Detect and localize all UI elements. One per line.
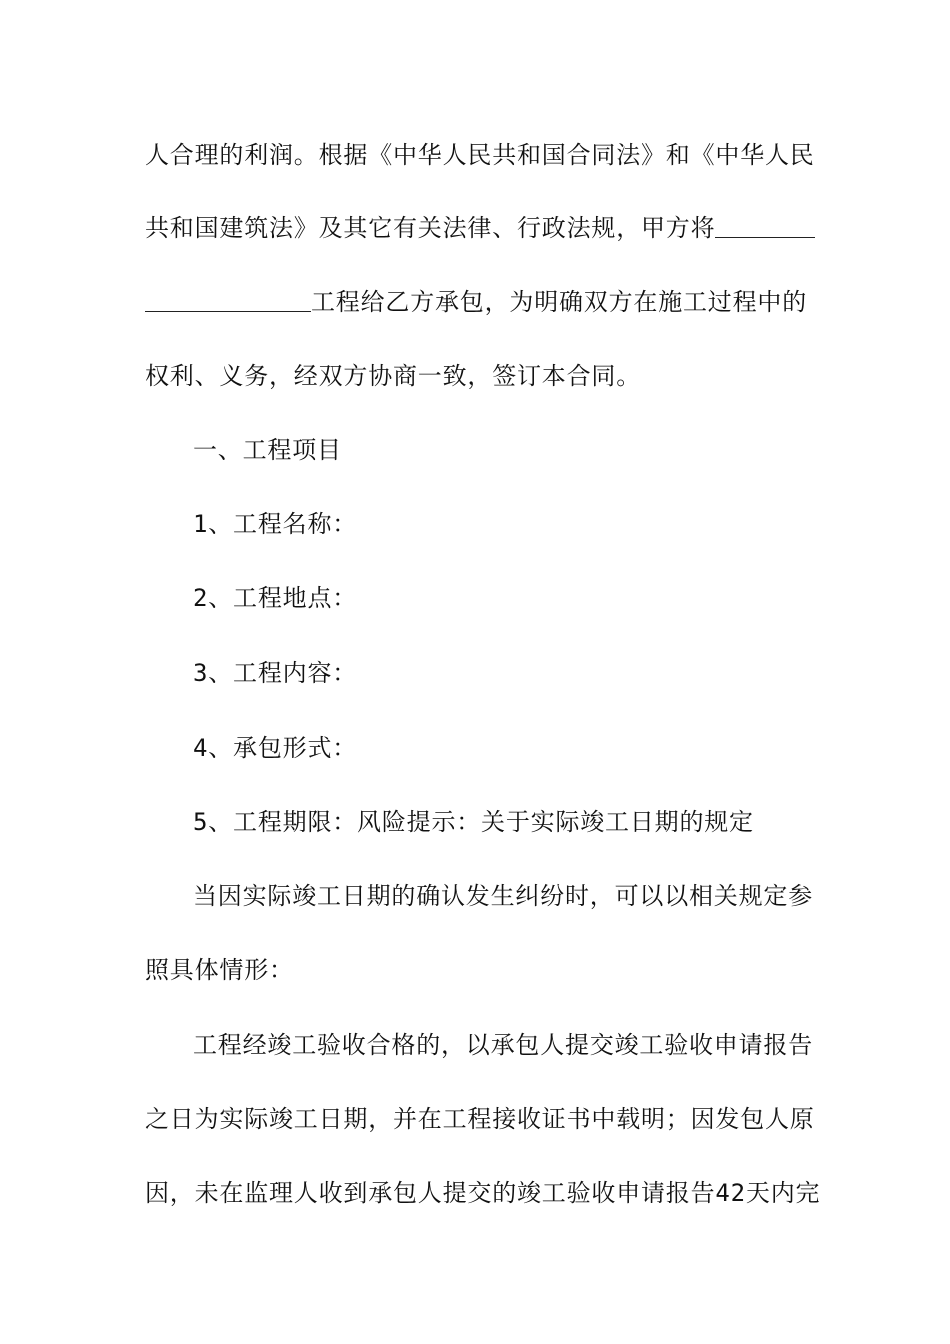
- text-line-12: 照具体情形：: [145, 956, 294, 984]
- item-contract-form: 4、承包形式：: [193, 734, 358, 762]
- text-line-1: 人合理的利润。根据《中华人民共和国合同法》和《中华人民: [145, 141, 815, 169]
- item-project-name: 1、工程名称：: [193, 510, 358, 538]
- section-heading: 一、工程项目: [193, 436, 342, 464]
- text-line-2-content: 共和国建筑法》及其它有关法律、行政法规，甲方将: [145, 214, 716, 242]
- text-line-15: 因，未在监理人收到承包人提交的竣工验收申请报告42天内完: [145, 1179, 821, 1207]
- text-line-14: 之日为实际竣工日期，并在工程接收证书中载明；因发包人原: [145, 1105, 815, 1133]
- fill-in-blank: [715, 211, 815, 238]
- text-line-3: [145, 282, 810, 322]
- text-line-11: 当因实际竣工日期的确认发生纠纷时，可以以相关规定参: [193, 882, 813, 910]
- text-line-2: [145, 208, 810, 248]
- text-line-13: 工程经竣工验收合格的，以承包人提交竣工验收申请报告: [193, 1031, 813, 1059]
- fill-in-blank: [145, 285, 311, 312]
- text-line-4: 权利、义务，经双方协商一致，签订本合同。: [145, 362, 641, 390]
- item-project-period: 5、工程期限：风险提示：关于实际竣工日期的规定: [193, 808, 754, 836]
- item-project-content: 3、工程内容：: [193, 659, 358, 687]
- item-project-location: 2、工程地点：: [193, 584, 358, 612]
- text-line-3-content: 工程给乙方承包，为明确双方在施工过程中的: [311, 288, 807, 316]
